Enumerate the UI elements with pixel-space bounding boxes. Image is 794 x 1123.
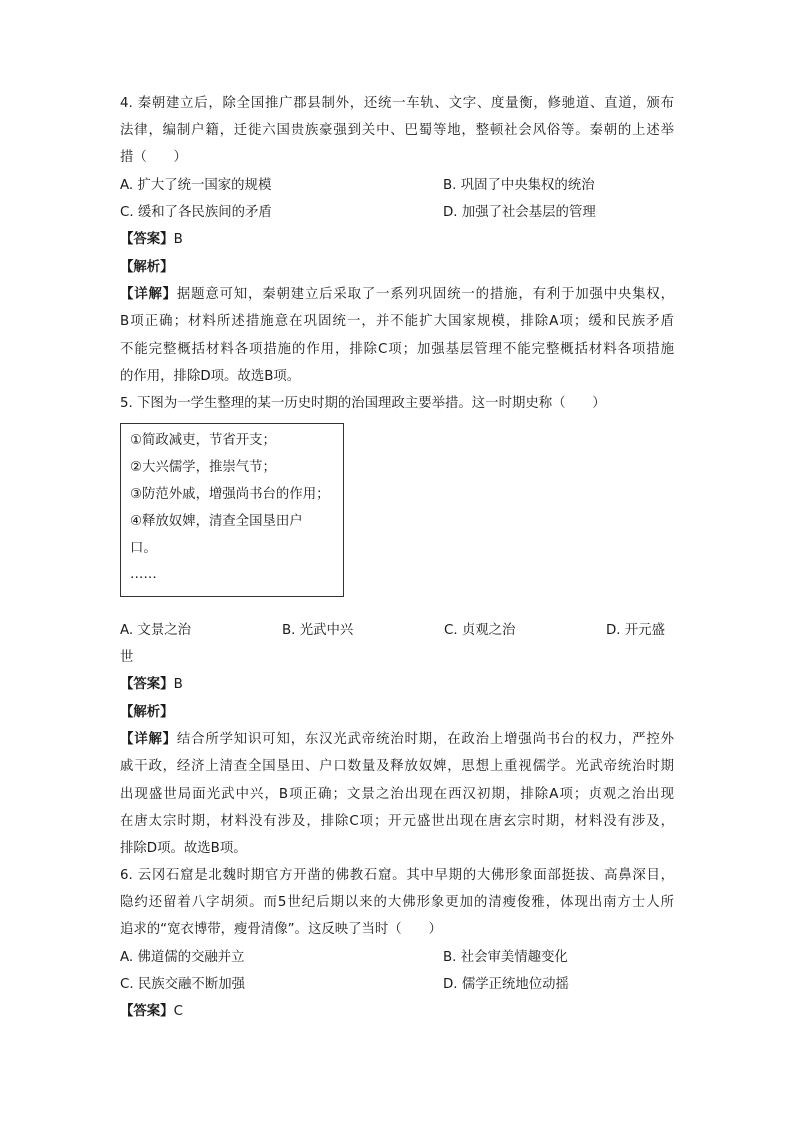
- q5-detail-line-2: 戚干政，经济上清查全国垦田、户口数量及释放奴婢，思想上重视儒学。光武帝统治时期: [120, 759, 674, 774]
- q5-box-line-3: ③防范外戚，增强尚书台的作用；: [130, 487, 330, 502]
- q5-analysis-tag: 【解析】: [120, 705, 174, 720]
- answer-value: B: [173, 677, 183, 692]
- q4-option-b: B. 巩固了中央集权的统治: [443, 178, 595, 193]
- q6-stem-line-3: 追求的“宽衣博带，瘦骨清像”。这反映了当时（ ）: [120, 922, 442, 937]
- answer-value: B: [173, 232, 183, 247]
- q5-measures-box: [120, 423, 344, 597]
- q5-detail-line-5: 排除D项。故选B项。: [120, 841, 247, 856]
- answer-tag: 【答案】: [120, 677, 174, 692]
- q4-stem-line-1: 4. 秦朝建立后，除全国推广郡县制外，还统一车轨、文字、度量衡，修驰道、直道，颁布: [120, 96, 674, 111]
- q5-box-line-1: ①简政减吏，节省开支；: [130, 433, 276, 448]
- q6-option-b: B. 社会审美情趣变化: [443, 950, 568, 965]
- q5-option-d-continued: 世: [120, 650, 134, 665]
- q4-analysis-tag: 【解析】: [120, 260, 174, 275]
- q4-answer: [120, 231, 183, 249]
- q4-detail-line-1: 【详解】据题意可知，秦朝建立后采取了一系列巩固统一的措施，有利于加强中央集权，: [120, 287, 674, 302]
- q6-stem-line-1: 6. 云冈石窟是北魏时期官方开凿的佛教石窟。其中早期的大佛形象面部挺拔、高鼻深目，: [120, 868, 674, 883]
- answer-value: C: [173, 1004, 183, 1019]
- q5-option-a: A. 文景之治: [120, 623, 191, 638]
- q5-box-line-4: ④释放奴婢，清查全国垦田户: [130, 514, 303, 529]
- q5-box-line-2: ②大兴儒学，推崇气节；: [130, 460, 276, 475]
- q6-stem-line-2: 隐约还留着八字胡须。而5世纪后期以来的大佛形象更加的清瘦俊雅，体现出南方士人所: [120, 895, 674, 910]
- q5-detail-line-1: 【详解】结合所学知识可知，东汉光武帝统治时期，在政治上增强尚书台的权力，严控外: [120, 732, 674, 747]
- q5-box-line-5: 口。: [130, 541, 157, 556]
- q4-stem-line-2: 法律，编制户籍，迁徙六国贵族豪强到关中、巴蜀等地，整顿社会风俗等。秦朝的上述举: [120, 123, 674, 138]
- q6-option-a: A. 佛道儒的交融并立: [120, 950, 245, 965]
- q4-option-a: A. 扩大了统一国家的规模: [120, 178, 272, 193]
- detail-tag: 【详解】: [120, 732, 177, 747]
- answer-tag: 【答案】: [120, 232, 174, 247]
- answer-tag: 【答案】: [120, 1004, 174, 1019]
- q5-stem: 5. 下图为一学生整理的某一历史时期的治国理政主要举措。这一时期史称（ ）: [120, 396, 606, 411]
- q6-answer: [120, 1003, 183, 1021]
- q4-stem-line-3: 措（ ）: [120, 150, 187, 165]
- q4-option-d: D. 加强了社会基层的管理: [443, 205, 596, 220]
- q4-detail-line-4: 的作用，排除D项。故选B项。: [120, 369, 301, 384]
- q5-detail-line-4: 在唐太宗时期，材料没有涉及，排除C项；开元盛世出现在唐玄宗时期，材料没有涉及，: [120, 814, 674, 829]
- q5-option-b: B. 光武中兴: [282, 623, 354, 638]
- q4-detail-line-2: B项正确；材料所述措施意在巩固统一，并不能扩大国家规模，排除A项；缓和民族矛盾: [120, 314, 674, 329]
- q4-detail-line-3: 不能完整概括材料各项措施的作用，排除C项；加强基层管理不能完整概括材料各项措施: [120, 342, 674, 357]
- detail-tag: 【详解】: [120, 287, 177, 302]
- q5-option-c: C. 贞观之治: [444, 623, 516, 638]
- q5-box-line-6: ……: [130, 567, 157, 582]
- q5-answer: [120, 676, 183, 694]
- q5-detail-line-3: 出现盛世局面光武中兴，B项正确；文景之治出现在西汉初期，排除A项；贞观之治出现: [120, 787, 674, 802]
- q4-option-c: C. 缓和了各民族间的矛盾: [120, 205, 272, 220]
- q5-option-d: D. 开元盛: [606, 623, 665, 638]
- q6-option-d: D. 儒学正统地位动摇: [443, 977, 569, 992]
- q6-option-c: C. 民族交融不断加强: [120, 977, 245, 992]
